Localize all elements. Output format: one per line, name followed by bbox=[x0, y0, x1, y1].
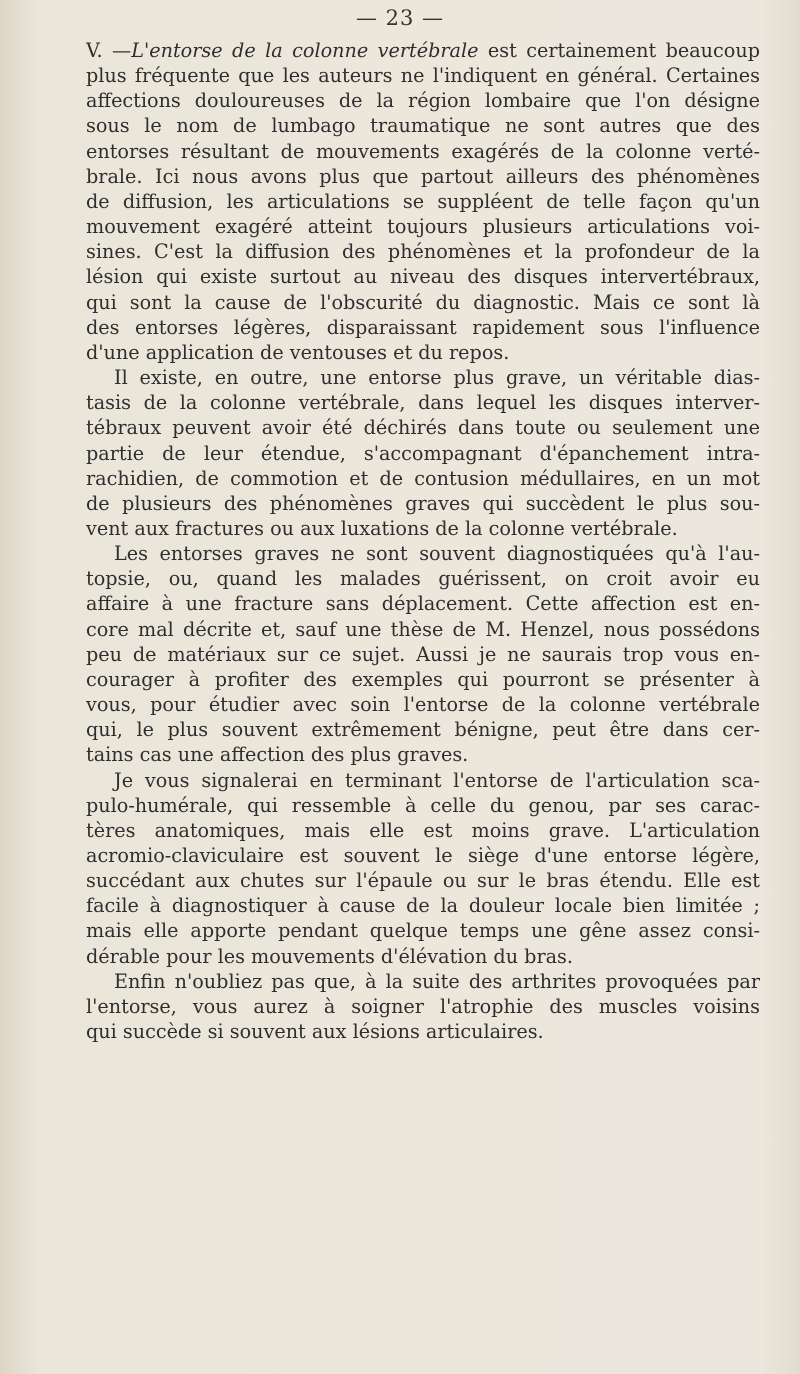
text-line: Je vous signalerai en terminant l'entorse de l'articulation sca- bbox=[114, 768, 760, 792]
text-line: peu de matériaux sur ce sujet. Aussi je ne saurais trop vous en- bbox=[86, 642, 760, 666]
text-line: tains cas une affection des plus graves. bbox=[86, 743, 469, 767]
text-line: tères anatomiques, mais elle est moins grave. L'articulation bbox=[86, 818, 760, 842]
text-line: core mal décrite et, sauf une thèse de M. Henzel, nous possédons bbox=[86, 617, 760, 641]
text-line: mais elle apporte pendant quelque temps une gêne assez consi- bbox=[86, 919, 760, 943]
paragraph bbox=[86, 365, 760, 541]
page-number: — 23 — bbox=[355, 6, 445, 30]
text-line: vent aux fractures ou aux luxations de la colonne vertébrale. bbox=[86, 516, 678, 540]
text-line: partie de leur étendue, s'accompagnant d'épanchement intra- bbox=[86, 441, 760, 465]
text-line: de plusieurs des phénomènes graves qui succèdent le plus sou- bbox=[86, 491, 760, 515]
text-line: sous le nom de lumbago traumatique ne sont autres que des bbox=[86, 114, 760, 138]
text-line: entorses résultant de mouvements exagérés de la colonne verté- bbox=[86, 139, 760, 163]
text-line: tébraux peuvent avoir été déchirés dans toute ou seulement une bbox=[86, 416, 760, 440]
text-line: pulo-humérale, qui ressemble à celle du genou, par ses carac- bbox=[86, 793, 760, 817]
paragraph-container bbox=[86, 38, 760, 1044]
text-line: acromio-claviculaire est souvent le siège d'une entorse légère, bbox=[86, 844, 760, 867]
text-line: qui succède si souvent aux lésions articulaires. bbox=[86, 1020, 544, 1044]
text-line: qui, le plus souvent extrêmement bénigne, peut être dans cer- bbox=[86, 718, 760, 742]
paragraph bbox=[86, 541, 760, 767]
text-line: sines. C'est la diffusion des phénomènes et la profondeur de la bbox=[86, 240, 760, 264]
text-line: Les entorses graves ne sont souvent diagnostiquées qu'à l'au- bbox=[114, 542, 760, 566]
text-line: de diffusion, les articulations se suppléent de telle façon qu'un bbox=[86, 189, 760, 213]
text-line: affections douloureuses de la région lombaire que l'on désigne bbox=[86, 89, 760, 113]
text-line: dérable pour les mouvements d'élévation du bras. bbox=[86, 944, 574, 968]
text-line: qui sont la cause de l'obscurité du diagnostic. Mais ce sont là bbox=[86, 290, 760, 314]
text-line: vous, pour étudier avec soin l'entorse de la colonne vertébrale bbox=[86, 693, 760, 717]
text-line: Enfin n'oubliez pas que, à la suite des arthrites provoquées par bbox=[114, 969, 760, 993]
text-line: mouvement exagéré atteint toujours plusieurs articulations voi- bbox=[86, 215, 760, 239]
text-line: tasis de la colonne vertébrale, dans lequel les disques interver- bbox=[86, 391, 760, 415]
text-line: topsie, ou, quand les malades guérissent, on croit avoir eu bbox=[86, 567, 760, 591]
text-line: rachidien, de commotion et de contusion médullaires, en un mot bbox=[86, 466, 760, 490]
body-text bbox=[86, 38, 760, 1044]
section-title: L'entorse de la colonne vertébrale bbox=[131, 39, 479, 62]
section-label: V. — bbox=[86, 39, 132, 62]
text-line: courager à profiter des exemples qui pourront se présenter à bbox=[86, 667, 760, 691]
text-line: affaire à une fracture sans déplacement. Cette affection est en- bbox=[86, 592, 760, 616]
text-line: des entorses légères, disparaissant rapidement sous l'influence bbox=[86, 315, 760, 339]
paragraph bbox=[86, 969, 760, 1044]
text-line: succédant aux chutes sur l'épaule ou sur le bras étendu. Elle est bbox=[86, 869, 760, 893]
paragraph bbox=[86, 38, 760, 365]
text-line: Il existe, en outre, une entorse plus grave, un véritable dias- bbox=[114, 366, 760, 390]
text-line bbox=[86, 38, 760, 63]
text-line: l'entorse, vous aurez à soigner l'atrophie des muscles voisins bbox=[86, 994, 760, 1018]
text-line: brale. Ici nous avons plus que partout ailleurs des phénomènes bbox=[86, 164, 760, 188]
text-line: plus fréquente que les auteurs ne l'indiquent en général. Certaines bbox=[86, 64, 760, 88]
text-line: facile à diagnostiquer à cause de la douleur locale bien limitée ; bbox=[86, 894, 760, 918]
section-lead-text: est certainement beaucoup bbox=[478, 39, 760, 62]
text-line: d'une application de ventouses et du repos. bbox=[86, 340, 510, 364]
text-line: lésion qui existe surtout au niveau des disques intervertébraux, bbox=[86, 265, 760, 289]
paragraph bbox=[86, 768, 760, 969]
